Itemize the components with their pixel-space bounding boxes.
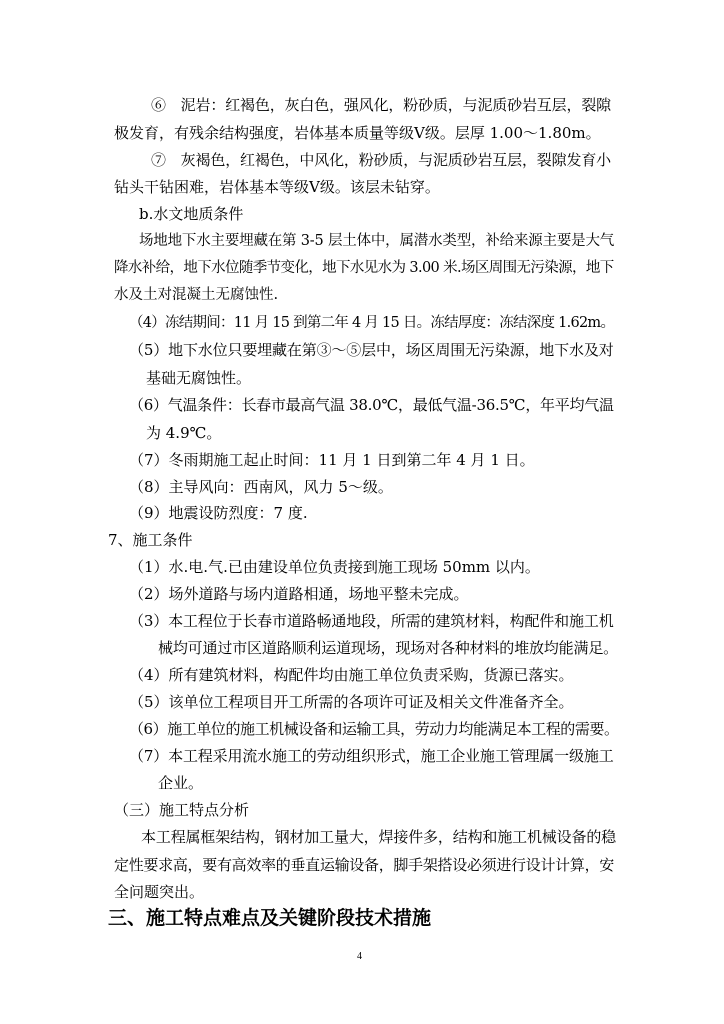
- section-heading: 三、施工特点难点及关键阶段技术措施: [108, 907, 432, 929]
- text-line: 极发育，有残余结构强度，岩体基本质量等级Ⅴ级。层厚 1.00～1.80m。: [114, 124, 601, 142]
- list-item: （4）冻结期间：11 月 15 到第二年 4 月 15 日。冻结厚度：冻结深度 1.62m。: [129, 315, 614, 331]
- list-item: （8）主导风向：西南风，风力 5～级。: [129, 478, 393, 496]
- list-item: （1）水.电.气.已由建设单位负责接到施工现场 50mm 以内。: [129, 558, 540, 576]
- text-line: 全问题突出。: [114, 883, 205, 901]
- section-label: 7、施工条件: [108, 531, 193, 549]
- subsection-label: b.水文地质条件: [139, 205, 244, 223]
- list-item: （7）本工程采用流水施工的劳动组织形式，施工企业施工管理属一级施工: [129, 747, 614, 765]
- text-line: 定性要求高，要有高效率的垂直运输设备，脚手架搭设必须进行设计计算，安: [114, 856, 614, 874]
- list-item: （4）所有建筑材料，构配件均由施工单位负责采购，货源已落实。: [129, 666, 574, 684]
- text-line: 企业。: [158, 774, 204, 792]
- list-item: （2）场外道路与场内道路相通，场地平整未完成。: [129, 585, 469, 603]
- page-number: 4: [357, 951, 362, 962]
- text-line: ⑦ 灰褐色，红褐色，中风化，粉砂质，与泥质砂岩互层，裂隙发育小: [151, 151, 611, 169]
- subsection-label: （三）施工特点分析: [114, 801, 250, 819]
- list-item: （5）该单位工程项目开工所需的各项许可证及相关文件准备齐全。: [129, 693, 574, 711]
- list-item: （9）地震设防烈度：7 度.: [129, 504, 308, 522]
- text-line: 基础无腐蚀性。: [146, 369, 252, 387]
- list-item: （5）地下水位只要埋藏在第③～⑤层中，场区周围无污染源，地下水及对: [129, 341, 614, 359]
- text-line: 水及土对混凝土无腐蚀性.: [114, 287, 279, 303]
- list-item: （7）冬雨期施工起止时间：11 月 1 日到第二年 4 月 1 日。: [129, 451, 535, 469]
- text-line: 械均可通过市区道路顺利运道现场，现场对各种材料的堆放均能满足。: [158, 639, 618, 657]
- text-line: 为 4.9℃。: [146, 424, 222, 442]
- list-item: （3）本工程位于长春市道路畅通地段，所需的建筑材料，构配件和施工机: [129, 612, 614, 630]
- text-line: 场地地下水主要埋藏在第 3-5 层土体中，属潜水类型，补给来源主要是大气: [139, 233, 614, 249]
- text-line: 本工程属框架结构，钢材加工量大，焊接件多，结构和施工机械设备的稳: [141, 828, 616, 846]
- list-item: （6）气温条件：长春市最高气温 38.0℃，最低气温-36.5℃，年平均气温: [129, 396, 614, 414]
- text-line: ⑥ 泥岩：红褐色，灰白色，强风化，粉砂质，与泥质砂岩互层，裂隙: [151, 96, 611, 114]
- list-item: （6）施工单位的施工机械设备和运输工具，劳动力均能满足本工程的需要。: [129, 720, 619, 738]
- text-line: 降水补给，地下水位随季节变化，地下水见水为 3.00 米.场区周围无污染源，地下: [114, 260, 614, 276]
- text-line: 钻头干钻困难，岩体基本等级Ⅴ级。该层未钻穿。: [114, 178, 440, 196]
